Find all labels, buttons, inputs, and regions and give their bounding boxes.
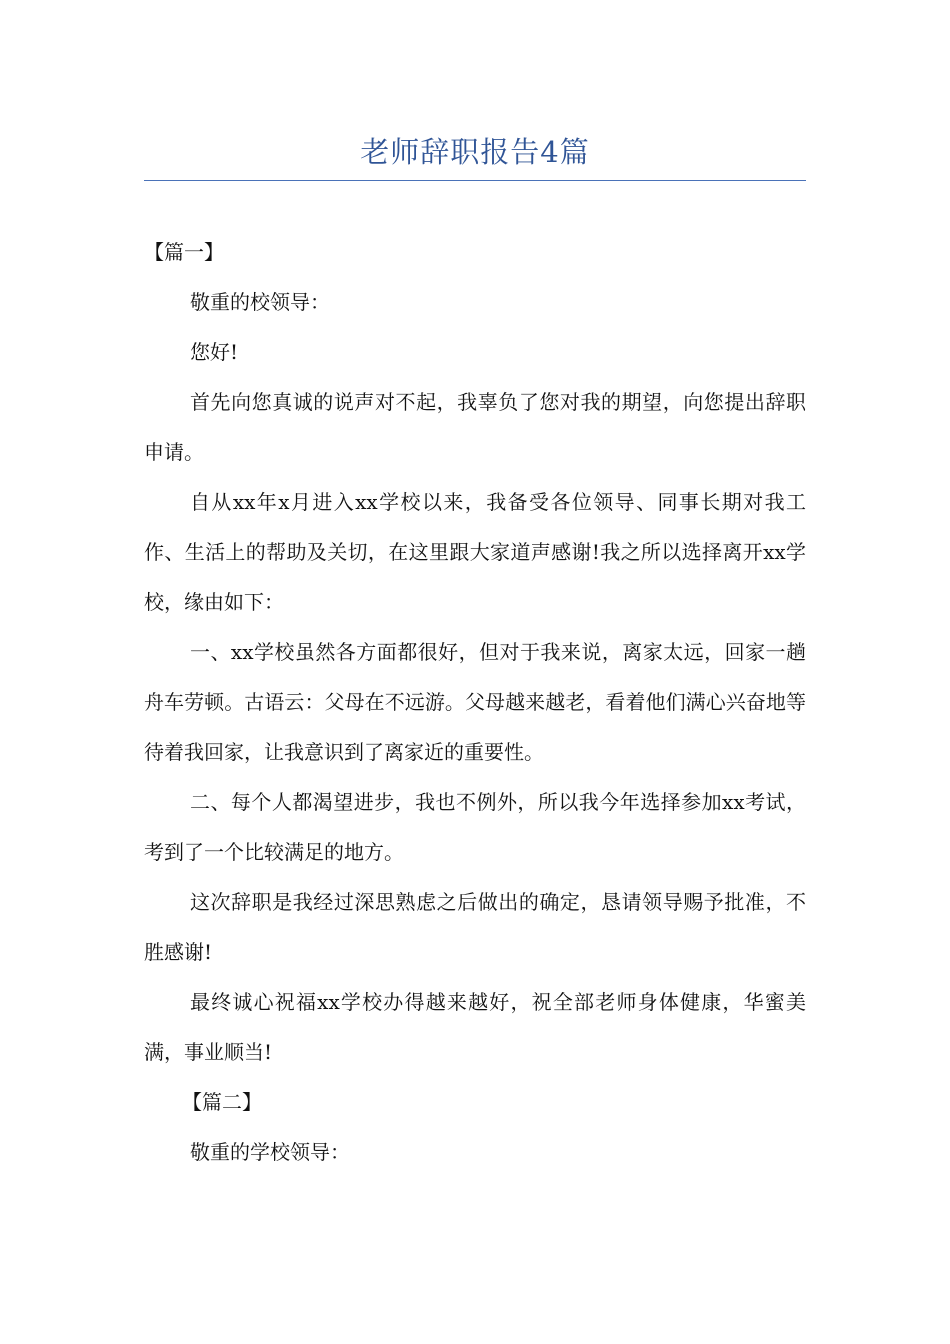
body-paragraph: 这次辞职是我经过深思熟虑之后做出的确定，恳请领导赐予批准，不胜感谢! (144, 890, 806, 964)
title-underline (144, 180, 806, 181)
body-paragraph: 自从xx年x月进入xx学校以来，我备受各位领导、同事长期对我工作、生活上的帮助及关切，在这里跟大家道声感谢!我之所以选择离开xx学校，缘由如下： (144, 490, 806, 614)
document-body (144, 227, 806, 1177)
closing-paragraph: 最终诚心祝福xx学校办得越来越好，祝全部老师身体健康，华蜜美满，事业顺当! (144, 990, 806, 1064)
salutation: 敬重的学校领导： (190, 1140, 350, 1164)
body-paragraph: 二、每个人都渴望进步，我也不例外，所以我今年选择参加xx考试，考到了一个比较满足的地方。 (144, 790, 806, 864)
body-paragraph: 首先向您真诚的说声对不起，我辜负了您对我的期望，向您提出辞职申请。 (144, 390, 806, 464)
section-heading: 【篇二】 (182, 1090, 262, 1114)
body-paragraph: 一、xx学校虽然各方面都很好，但对于我来说，离家太远，回家一趟舟车劳顿。古语云：父母在不远游。父母越来越老，看着他们满心兴奋地等待着我回家，让我意识到了离家近的重要性。 (144, 640, 806, 764)
salutation: 敬重的校领导： (190, 290, 330, 314)
document-title: 老师辞职报告4篇 (360, 135, 590, 169)
section-heading: 【篇一】 (144, 240, 224, 264)
greeting: 您好! (190, 340, 239, 364)
